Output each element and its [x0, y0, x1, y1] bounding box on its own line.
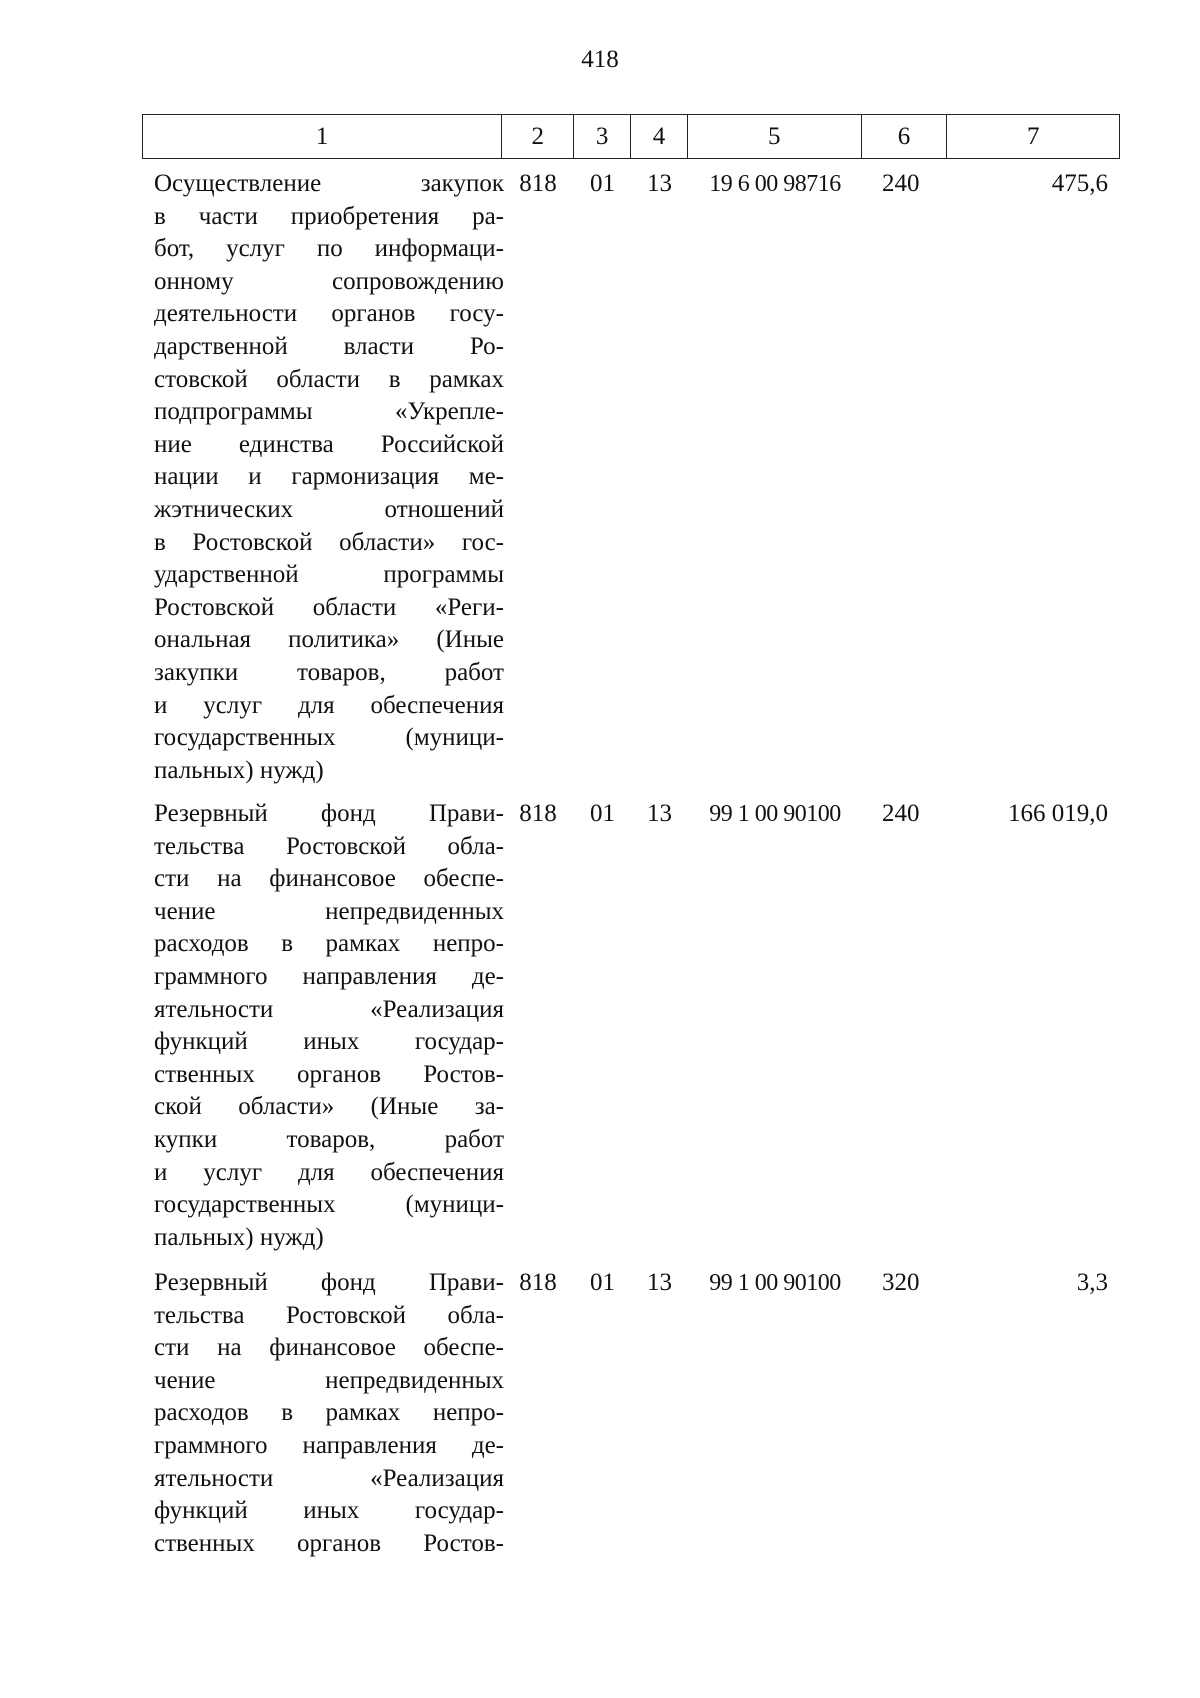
description-line: функций иных государ- [154, 1028, 504, 1056]
row-description [142, 798, 502, 1254]
row-description [142, 168, 502, 787]
description-line: Резервный фонд Прави- [154, 800, 504, 827]
description-line: Осуществление закупок [154, 170, 504, 197]
description-line: в части приобретения ра- [154, 202, 504, 230]
description-line: расходов в рамках непро- [154, 1399, 504, 1427]
subsection-code: 13 [647, 170, 672, 197]
description-line: закупки товаров, работ [154, 658, 504, 686]
description-line: деятельности органов госу- [154, 300, 504, 328]
header-col-4: 4 [631, 115, 688, 158]
amount: 166 019,0 [1008, 800, 1108, 827]
section-code: 01 [590, 800, 615, 827]
description-line: пальных) нужд) [154, 756, 324, 784]
expense-type-code: 240 [882, 800, 920, 827]
target-article-code: 19 6 00 98716 [709, 171, 841, 197]
header-col-6: 6 [862, 115, 948, 158]
description-line: чение непредвиденных [154, 1366, 504, 1394]
description-line: Резервный фонд Прави- [154, 1269, 504, 1296]
ministry-code: 818 [519, 170, 557, 197]
description-line: купки товаров, работ [154, 1125, 504, 1153]
description-line: пальных) нужд) [154, 1223, 324, 1251]
description-line: чение непредвиденных [154, 897, 504, 925]
description-line: ственных органов Ростов- [154, 1529, 504, 1557]
description-line: сти на финансовое обеспе- [154, 865, 504, 893]
description-line: государственных (муници- [154, 724, 504, 752]
description-line: сти на финансовое обеспе- [154, 1334, 504, 1362]
table-row [142, 798, 1120, 1254]
expense-type-code: 320 [882, 1269, 920, 1296]
subsection-code: 13 [647, 1269, 672, 1296]
table-row [142, 168, 1120, 787]
description-line: онному сопровождению [154, 267, 504, 295]
header-col-2: 2 [502, 115, 574, 158]
description-line: подпрограммы «Укрепле- [154, 398, 504, 426]
description-line: и услуг для обеспечения [154, 691, 504, 719]
description-line: дарственной власти Ро- [154, 332, 504, 360]
amount: 3,3 [1076, 1269, 1108, 1296]
expense-type-code: 240 [882, 170, 920, 197]
description-line: расходов в рамках непро- [154, 930, 504, 958]
description-line: тельства Ростовской обла- [154, 1301, 504, 1329]
description-line: ской области» (Иные за- [154, 1093, 504, 1121]
description-line: ональная политика» (Иные [154, 626, 504, 654]
table-header [142, 114, 1120, 159]
description-line: ние единства Российской [154, 430, 504, 458]
description-line: государственных (муници- [154, 1191, 504, 1219]
table-row [142, 1267, 1120, 1560]
description-line: ударственной программы [154, 561, 504, 589]
target-article-code: 99 1 00 90100 [709, 1270, 841, 1296]
description-line: бот, услуг по информаци- [154, 235, 504, 263]
description-line: нации и гармонизация ме- [154, 463, 504, 491]
description-line: граммного направления де- [154, 962, 504, 990]
ministry-code: 818 [519, 1269, 557, 1296]
row-description [142, 1267, 502, 1560]
description-line: функций иных государ- [154, 1497, 504, 1525]
section-code: 01 [590, 170, 615, 197]
section-code: 01 [590, 1269, 615, 1296]
description-line: стовской области в рамках [154, 365, 504, 393]
description-line: граммного направления де- [154, 1431, 504, 1459]
amount: 475,6 [1051, 170, 1108, 197]
description-line: жэтнических отношений [154, 495, 504, 523]
header-col-5: 5 [688, 115, 862, 158]
description-line: ственных органов Ростов- [154, 1060, 504, 1088]
page-number: 418 [581, 46, 619, 73]
description-line: тельства Ростовской обла- [154, 832, 504, 860]
ministry-code: 818 [519, 800, 557, 827]
header-col-1: 1 [143, 115, 502, 158]
description-line: ятельности «Реализация [154, 1464, 504, 1492]
description-line: ятельности «Реализация [154, 995, 504, 1023]
description-line: и услуг для обеспечения [154, 1158, 504, 1186]
target-article-code: 99 1 00 90100 [709, 801, 841, 827]
subsection-code: 13 [647, 800, 672, 827]
description-line: Ростовской области «Реги- [154, 593, 504, 621]
header-col-3: 3 [574, 115, 631, 158]
header-col-7: 7 [1026, 123, 1040, 150]
description-line: в Ростовской области» гос- [154, 528, 504, 556]
